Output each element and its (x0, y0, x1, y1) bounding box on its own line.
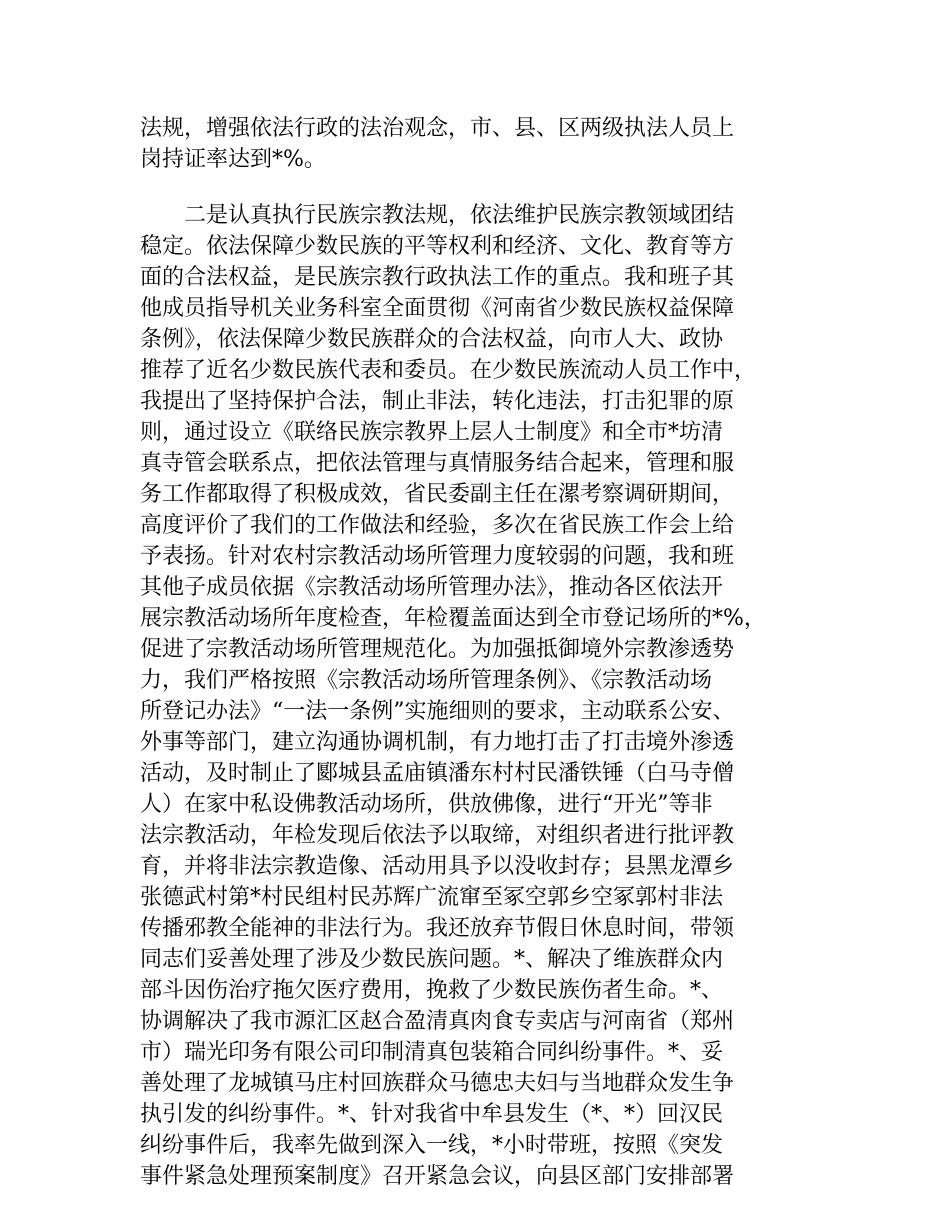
text-line: 同志们妥善处理了涉及少数民族问题。*、解决了维族群众内 (140, 947, 724, 972)
paragraph (140, 113, 820, 175)
text-line: 其他子成员依据《宗教活动场所管理办法》，推动各区依法开 (140, 575, 724, 600)
text-line: 面的合法权益，是民族宗教行政执法工作的重点。我和班子其 (140, 265, 735, 290)
text-line: 高度评价了我们的工作做法和经验，多次在省民族工作会上给 (140, 513, 735, 538)
text-line: 传播邪教全能神的非法行为。我还放弃节假日休息时间，带领 (140, 916, 735, 941)
text-line: 岗持证率达到*%。 (140, 147, 326, 172)
text-line: 则，通过设立《联络民族宗教界上层人士制度》和全市*坊清 (140, 420, 724, 445)
text-line: 他成员指导机关业务科室全面贯彻《河南省少数民族权益保障 (140, 296, 735, 321)
text-line: 真寺管会联系点，把依法管理与真情服务结合起来，管理和服 (140, 451, 735, 476)
text-line: 法规，增强依法行政的法治观念，市、县、区两级执法人员上 (140, 116, 735, 141)
text-line: 人）在家中私设佛教活动场所，供放佛像，进行“开光”等非 (140, 792, 713, 817)
text-line: 外事等部门，建立沟通协调机制，有力地打击了打击境外渗透 (140, 730, 735, 755)
text-line: 我提出了坚持保护合法，制止非法，转化违法，打击犯罪的原 (140, 389, 735, 414)
text-line: 活动，及时制止了郾城县孟庙镇潘东村村民潘铁锤（白马寺僧 (140, 761, 735, 786)
text-line: 部斗因伤治疗拖欠医疗费用，挽救了少数民族伤者生命。*、 (140, 978, 724, 1003)
text-line: 促进了宗教活动场所管理规范化。为加强抵御境外宗教渗透势 (140, 637, 735, 662)
text-line: 力，我们严格按照《宗教活动场所管理条例》、《宗教活动场 (140, 668, 713, 693)
text-line: 善处理了龙城镇马庄村回族群众马德忠夫妇与当地群众发生争 (140, 1071, 735, 1096)
text-line: 法宗教活动，年检发现后依法予以取缔，对组织者进行批评教 (140, 823, 735, 848)
text-line: 予表扬。针对农村宗教活动场所管理力度较弱的问题，我和班 (140, 544, 735, 569)
text-line: 张德武村第*村民组村民苏辉广流窜至冢空郭乡空冢郭村非法 (140, 885, 724, 910)
text-line: 纠纷事件后，我率先做到深入一线，*小时带班，按照《突发 (140, 1133, 724, 1158)
text-line: 协调解决了我市源汇区赵合盈清真肉食专卖店与河南省（郑州 (140, 1009, 735, 1034)
text-line: 务工作都取得了积极成效，省民委副主任在漯考察调研期间， (140, 482, 735, 507)
text-line: 展宗教活动场所年度检查，年检覆盖面达到全市登记场所的*%， (140, 606, 766, 631)
text-line: 稳定。依法保障少数民族的平等权利和经济、文化、教育等方 (140, 234, 735, 259)
text-line: 所登记办法》“一法一条例”实施细则的要求，主动联系公安、 (140, 699, 735, 724)
text-line: 推荐了近名少数民族代表和委员。在少数民族流动人员工作中， (140, 358, 757, 383)
text-line: 二是认真执行民族宗教法规，依法维护民族宗教领域团结 (140, 203, 735, 228)
text-line: 条例》，依法保障少数民族群众的合法权益，向市人大、政协 (140, 327, 724, 352)
text-line: 市）瑞光印务有限公司印制清真包装箱合同纠纷事件。*、妥 (140, 1040, 724, 1065)
text-line: 执引发的纠纷事件。*、针对我省中牟县发生（*、*）回汉民 (140, 1102, 724, 1127)
text-line: 育，并将非法宗教造像、活动用具予以没收封存；县黑龙潭乡 (140, 854, 735, 879)
paragraph (140, 200, 820, 1192)
text-line: 事件紧急处理预案制度》召开紧急会议，向县区部门安排部署 (140, 1164, 735, 1189)
